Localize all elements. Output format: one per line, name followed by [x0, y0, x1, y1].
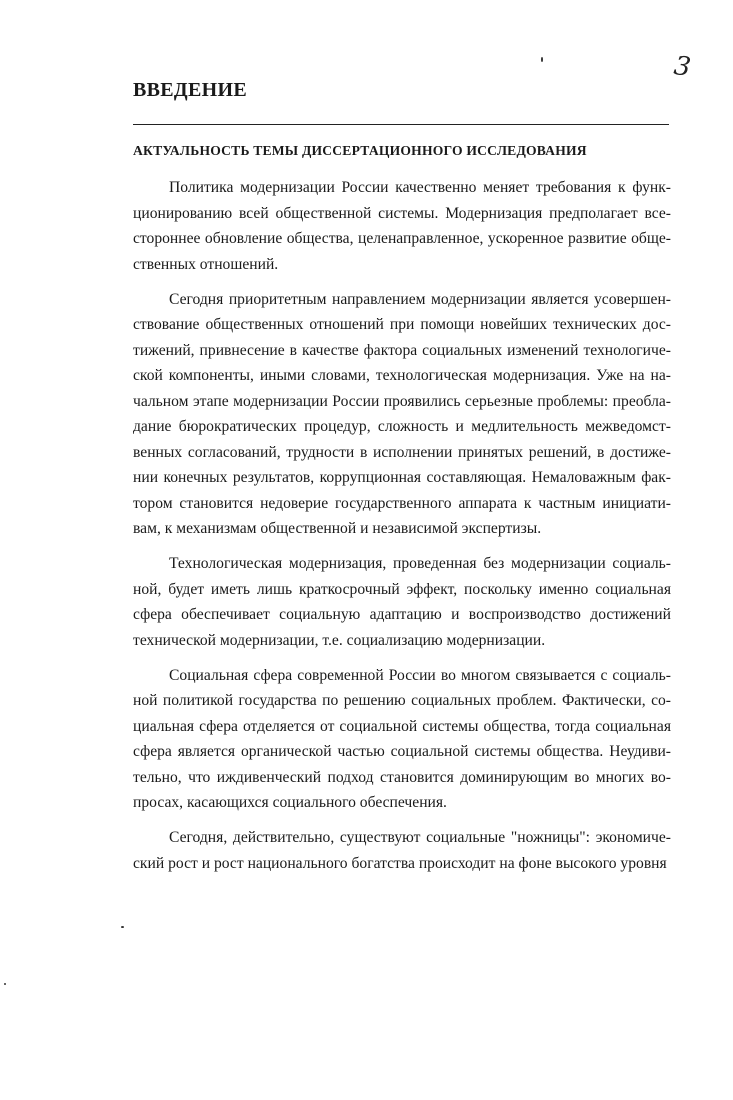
- paragraph: Технологическая модернизация, проведенная без модернизации социальной, будет иметь лишь краткосрочный эффект, поскольку именно социальная сфера обеспечивает социальную адаптацию и воспроизводство достижений технической модернизации, т.е. социализацию модернизации.: [133, 555, 671, 649]
- paragraph: Сегодня приоритетным направлением модернизации является усовершенствование общественных отношений при помощи новейших технических достижений, привнесение в качестве фактора социальных изменений технологической компоненты, иными словами, технологическая модернизация. Уже на начальном этапе модернизации России проявились серьезные проблемы: преобладание бюрократических процедур, сложность и медлительность межведомственных согласований, трудности в исполнении принятых решений, в достижении конечных результатов, коррупционная составляющая. Немаловажным фактором становится недоверие государственного аппарата к частным инициативам, к механизмам общественной и независимой экспертизы.: [133, 290, 671, 537]
- page-number: 3: [671, 50, 693, 84]
- body-text: [133, 175, 671, 886]
- section-heading: АКТУАЛЬНОСТЬ ТЕМЫ ДИССЕРТАЦИОННОГО ИССЛЕДОВАНИЯ: [133, 143, 587, 158]
- title-divider: [133, 124, 669, 125]
- paragraph: Сегодня, действительно, существуют социальные "ножницы": экономический рост и рост национального богатства происходит на фоне высокого уровня: [133, 829, 671, 872]
- page-title: ВВЕДЕНИЕ: [133, 79, 247, 101]
- scan-speck: [4, 983, 6, 985]
- paragraph: Политика модернизации России качественно меняет требования к функционированию всей общественной системы. Модернизация предполагает всестороннее обновление общества, целенаправленное, ускоренное развитие общественных отношений.: [133, 179, 671, 273]
- scan-speck: [121, 926, 124, 928]
- paragraph: Социальная сфера современной России во многом связывается с социальной политикой государства по решению социальных проблем. Фактически, социальная сфера отделяется от социальной системы общества, тогда социальная сфера является органической частью социальной системы общества. Неудивительно, что иждивенческий подход становится доминирующим во многих вопросах, касающихся социального обеспечения.: [133, 666, 671, 811]
- scan-speck: [541, 57, 543, 62]
